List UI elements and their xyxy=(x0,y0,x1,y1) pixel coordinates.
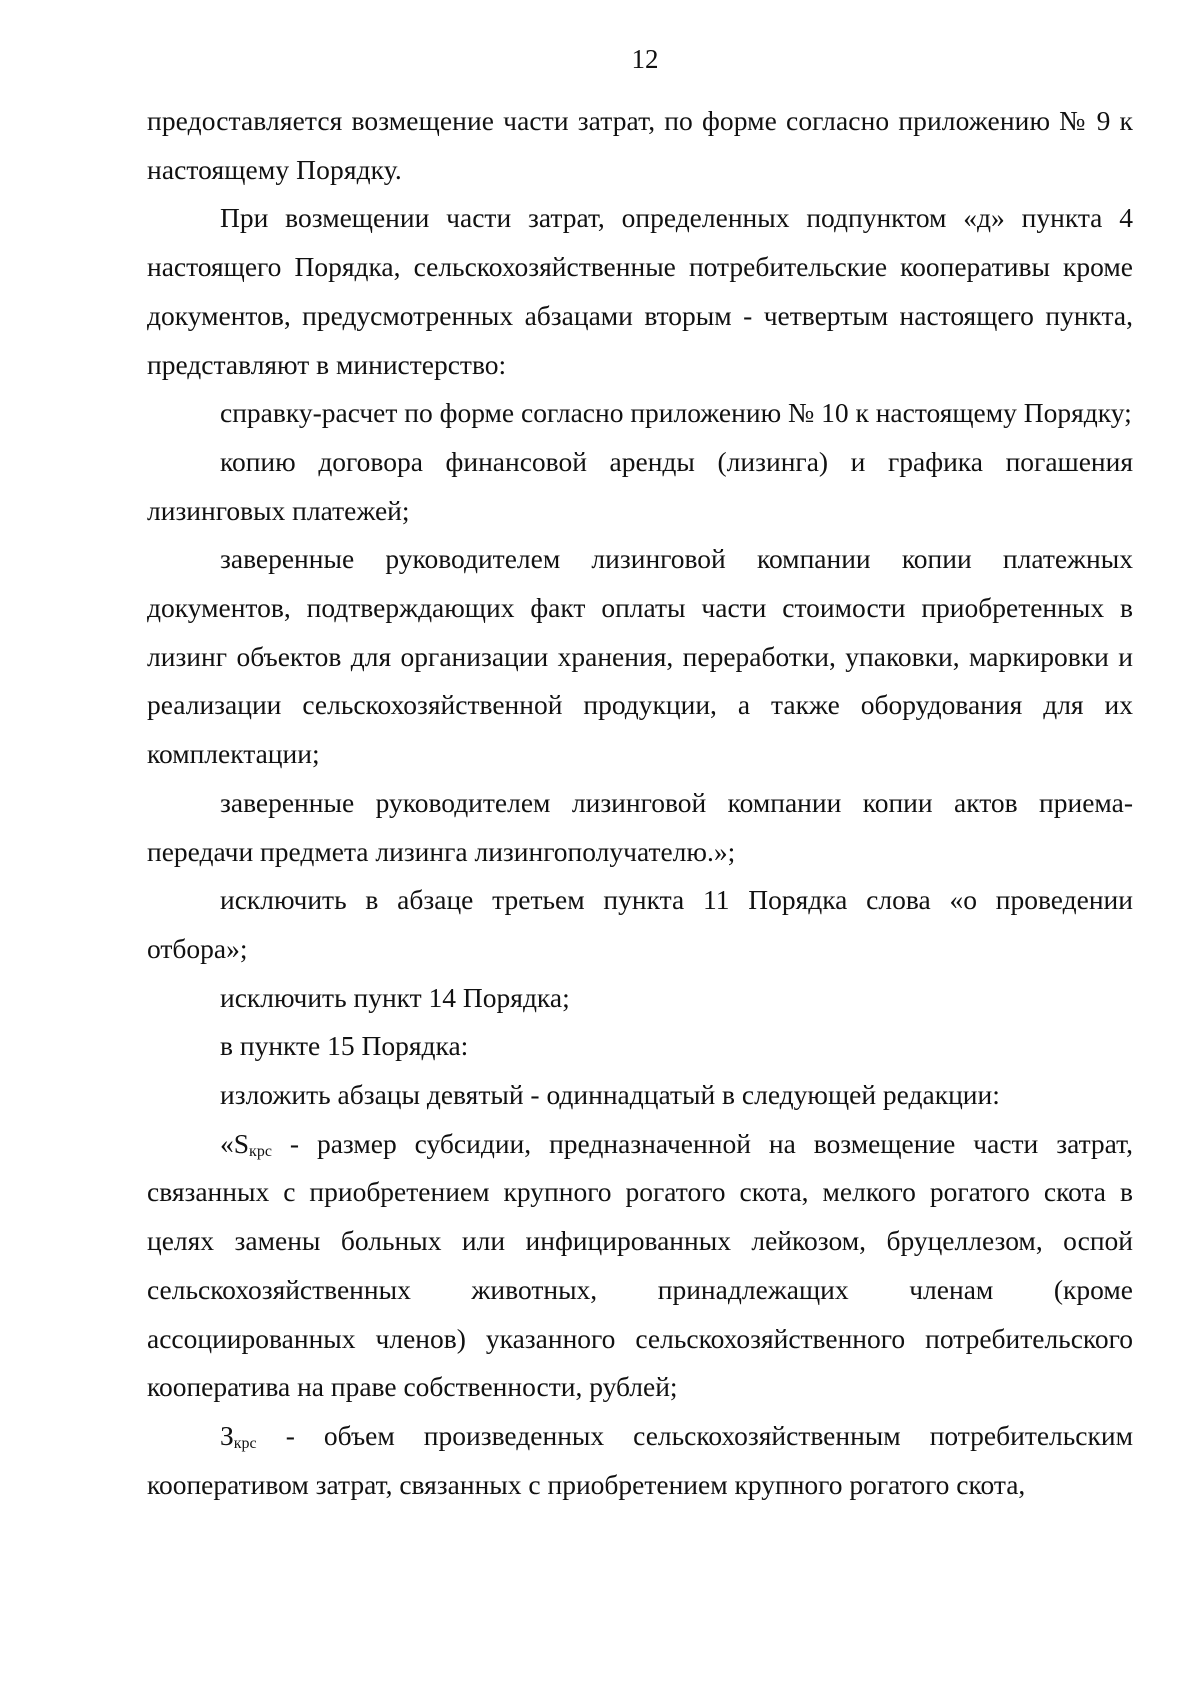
paragraph-exclude-words: исключить в абзаце третьем пункта 11 Порядка слова «о проведении отбора»; xyxy=(147,884,1133,964)
formula-symbol: «S xyxy=(220,1127,250,1159)
definition-text: - размер субсидии, предназначенной на возмещение части затрат, связанных с приобретением крупного рогатого скота, мелкого рогатого скота в целях замены больных или инфицированных лейкозом, бруцеллезом, оспой сельскохозяйственных животных, принадлежащих членам (кроме ассоциированных членов) указанного сельскохозяйственного потребительского кооператива на праве собственности, рублей; xyxy=(147,1127,1133,1403)
paragraph-definition-subsidy xyxy=(147,1120,1133,1412)
page-number: 12 xyxy=(631,44,659,74)
paragraph-leasing-intro: При возмещении части затрат, определенных подпунктом «д» пункта 4 настоящего Порядка, сельскохозяйственные потребительские кооперативы кроме документов, предусмотренных абзацами вторым - четвертым настоящего пункта, представляют в министерство: xyxy=(147,202,1133,380)
paragraph-transfer-acts: заверенные руководителем лизинговой компании копии актов приема-передачи предмета лизинга лизингополучателю.»; xyxy=(147,786,1133,867)
paragraph-calculation-form: справку-расчет по форме согласно приложению № 10 к настоящему Порядку; xyxy=(220,397,1132,429)
paragraph-point-15: в пункте 15 Порядка: xyxy=(220,1030,469,1062)
formula-symbol: З xyxy=(220,1419,234,1451)
paragraph-payment-documents: заверенные руководителем лизинговой компании копии платежных документов, подтверждающих факт оплаты части стоимости приобретенных в лизинг объектов для организации хранения, переработки, упаковки, маркировки и реализации сельскохозяйственной продукции, а также оборудования для их комплектации; xyxy=(147,543,1133,770)
paragraph-new-wording: изложить абзацы девятый - одиннадцатый в следующей редакции: xyxy=(220,1079,1000,1111)
paragraph-leasing-contract: копию договора финансовой аренды (лизинга) и графика погашения лизинговых платежей; xyxy=(147,445,1133,526)
formula-subscript: крс xyxy=(233,1434,257,1452)
formula-subscript: крс xyxy=(249,1142,272,1160)
paragraph-exclude-point: исключить пункт 14 Порядка; xyxy=(220,981,570,1013)
paragraph-definition-costs xyxy=(147,1412,1133,1509)
document-body xyxy=(147,97,1133,1509)
paragraph-continuation: предоставляется возмещение части затрат, по форме согласно приложению № 9 к настоящему Порядку. xyxy=(147,105,1133,185)
definition-text: - объем произведенных сельскохозяйственным потребительским кооперативом затрат, связанных с приобретением крупного рогатого скота, xyxy=(147,1419,1133,1500)
